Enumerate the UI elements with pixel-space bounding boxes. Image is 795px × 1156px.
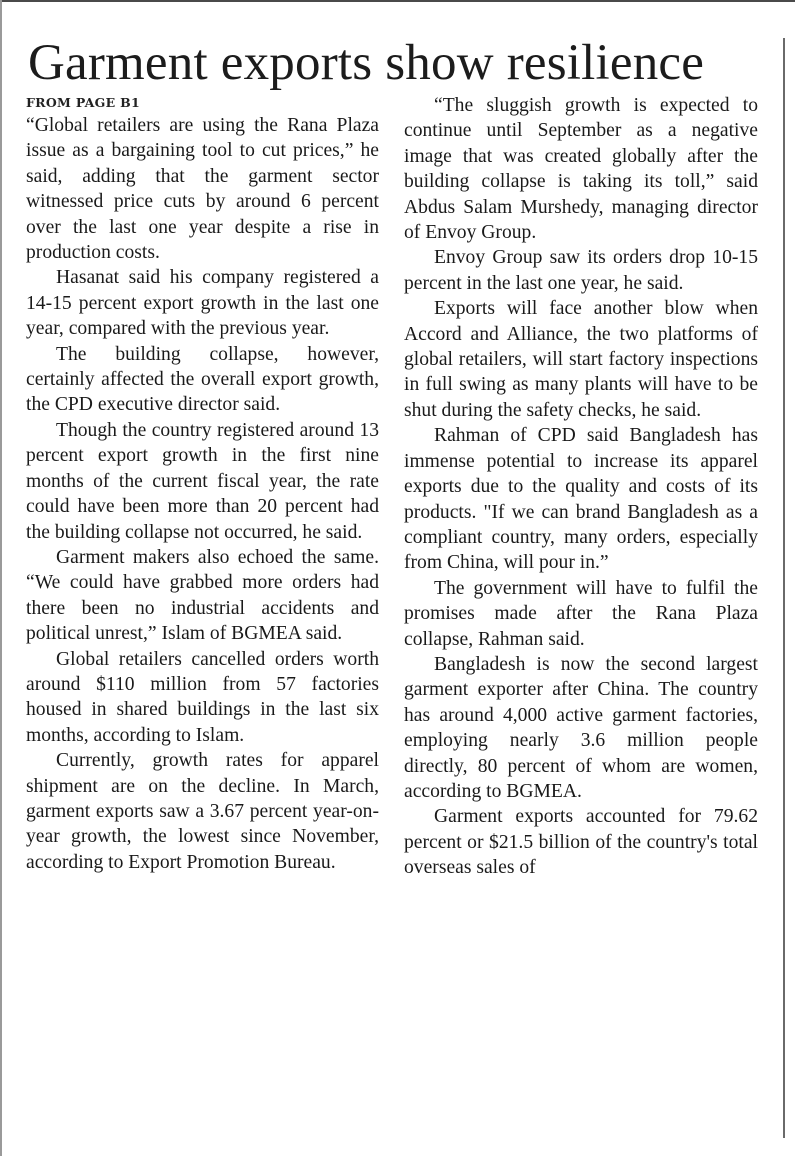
paragraph: Global retailers cancelled orders worth around $110 million from 57 factories housed in shared buildings in the last six months, according to Islam. xyxy=(26,648,379,746)
paragraph: “The sluggish growth is expected to continue until September as a negative image that was created globally after the building collapse is taking its toll,” said Abdus Salam Murshedy, managing director of Envoy Group. xyxy=(404,95,758,244)
paragraph: The building collapse, however, certainly affected the overall export growth, the CPD executive director said. xyxy=(26,343,379,416)
left-border-rule xyxy=(0,0,2,1156)
paragraph: Exports will face another blow when Accord and Alliance, the two platforms of global retailers, will start factory inspections in full swing as many plants will have to be shut during the safety checks, he said. xyxy=(404,298,758,421)
paragraph: Hasanat said his company registered a 14-15 percent export growth in the last one year, compared with the previous year. xyxy=(26,267,379,340)
paragraph: Garment exports accounted for 79.62 percent or $21.5 billion of the country's total overseas sales of xyxy=(404,806,758,879)
top-border-rule xyxy=(0,0,795,2)
paragraph: Garment makers also echoed the same. “We could have grabbed more orders had there been no industrial accidents and political unrest,” Islam of BGMEA said. xyxy=(26,546,379,645)
article-column-left xyxy=(26,93,379,875)
paragraph: Bangladesh is now the second largest garment exporter after China. The country has around 4,000 active garment factories, employing nearly 3.6 million people directly, 80 percent of whom are women, according to BGMEA. xyxy=(404,653,758,802)
continuation-kicker: FROM PAGE B1 xyxy=(26,95,140,110)
headline: Garment exports show resilience xyxy=(28,35,705,91)
article-column-right xyxy=(404,93,758,881)
paragraph: Rahman of CPD said Bangladesh has immense potential to increase its apparel exports due to the quality and costs of its products. "If we can brand Bangladesh as a compliant country, many orders, especially from China, will pour in.” xyxy=(404,425,758,574)
paragraph: “Global retailers are using the Rana Plaza issue as a bargaining tool to cut prices,” he said, adding that the garment sector witnessed price cuts by around 6 percent over the last one year despite a rise in production costs. xyxy=(26,115,379,264)
paragraph: Envoy Group saw its orders drop 10-15 percent in the last one year, he said. xyxy=(404,247,758,294)
paragraph: Currently, growth rates for apparel shipment are on the decline. In March, garment exports saw a 3.67 percent year-on-year growth, the lowest since November, according to Export Promotion Bureau. xyxy=(26,750,379,873)
paragraph: The government will have to fulfil the promises made after the Rana Plaza collapse, Rahman said. xyxy=(404,577,758,650)
paragraph: Though the country registered around 13 percent export growth in the first nine months of the current fiscal year, the rate could have been more than 20 percent had the building collapse not occurred, he said. xyxy=(26,419,379,543)
right-column-rule xyxy=(783,38,785,1138)
